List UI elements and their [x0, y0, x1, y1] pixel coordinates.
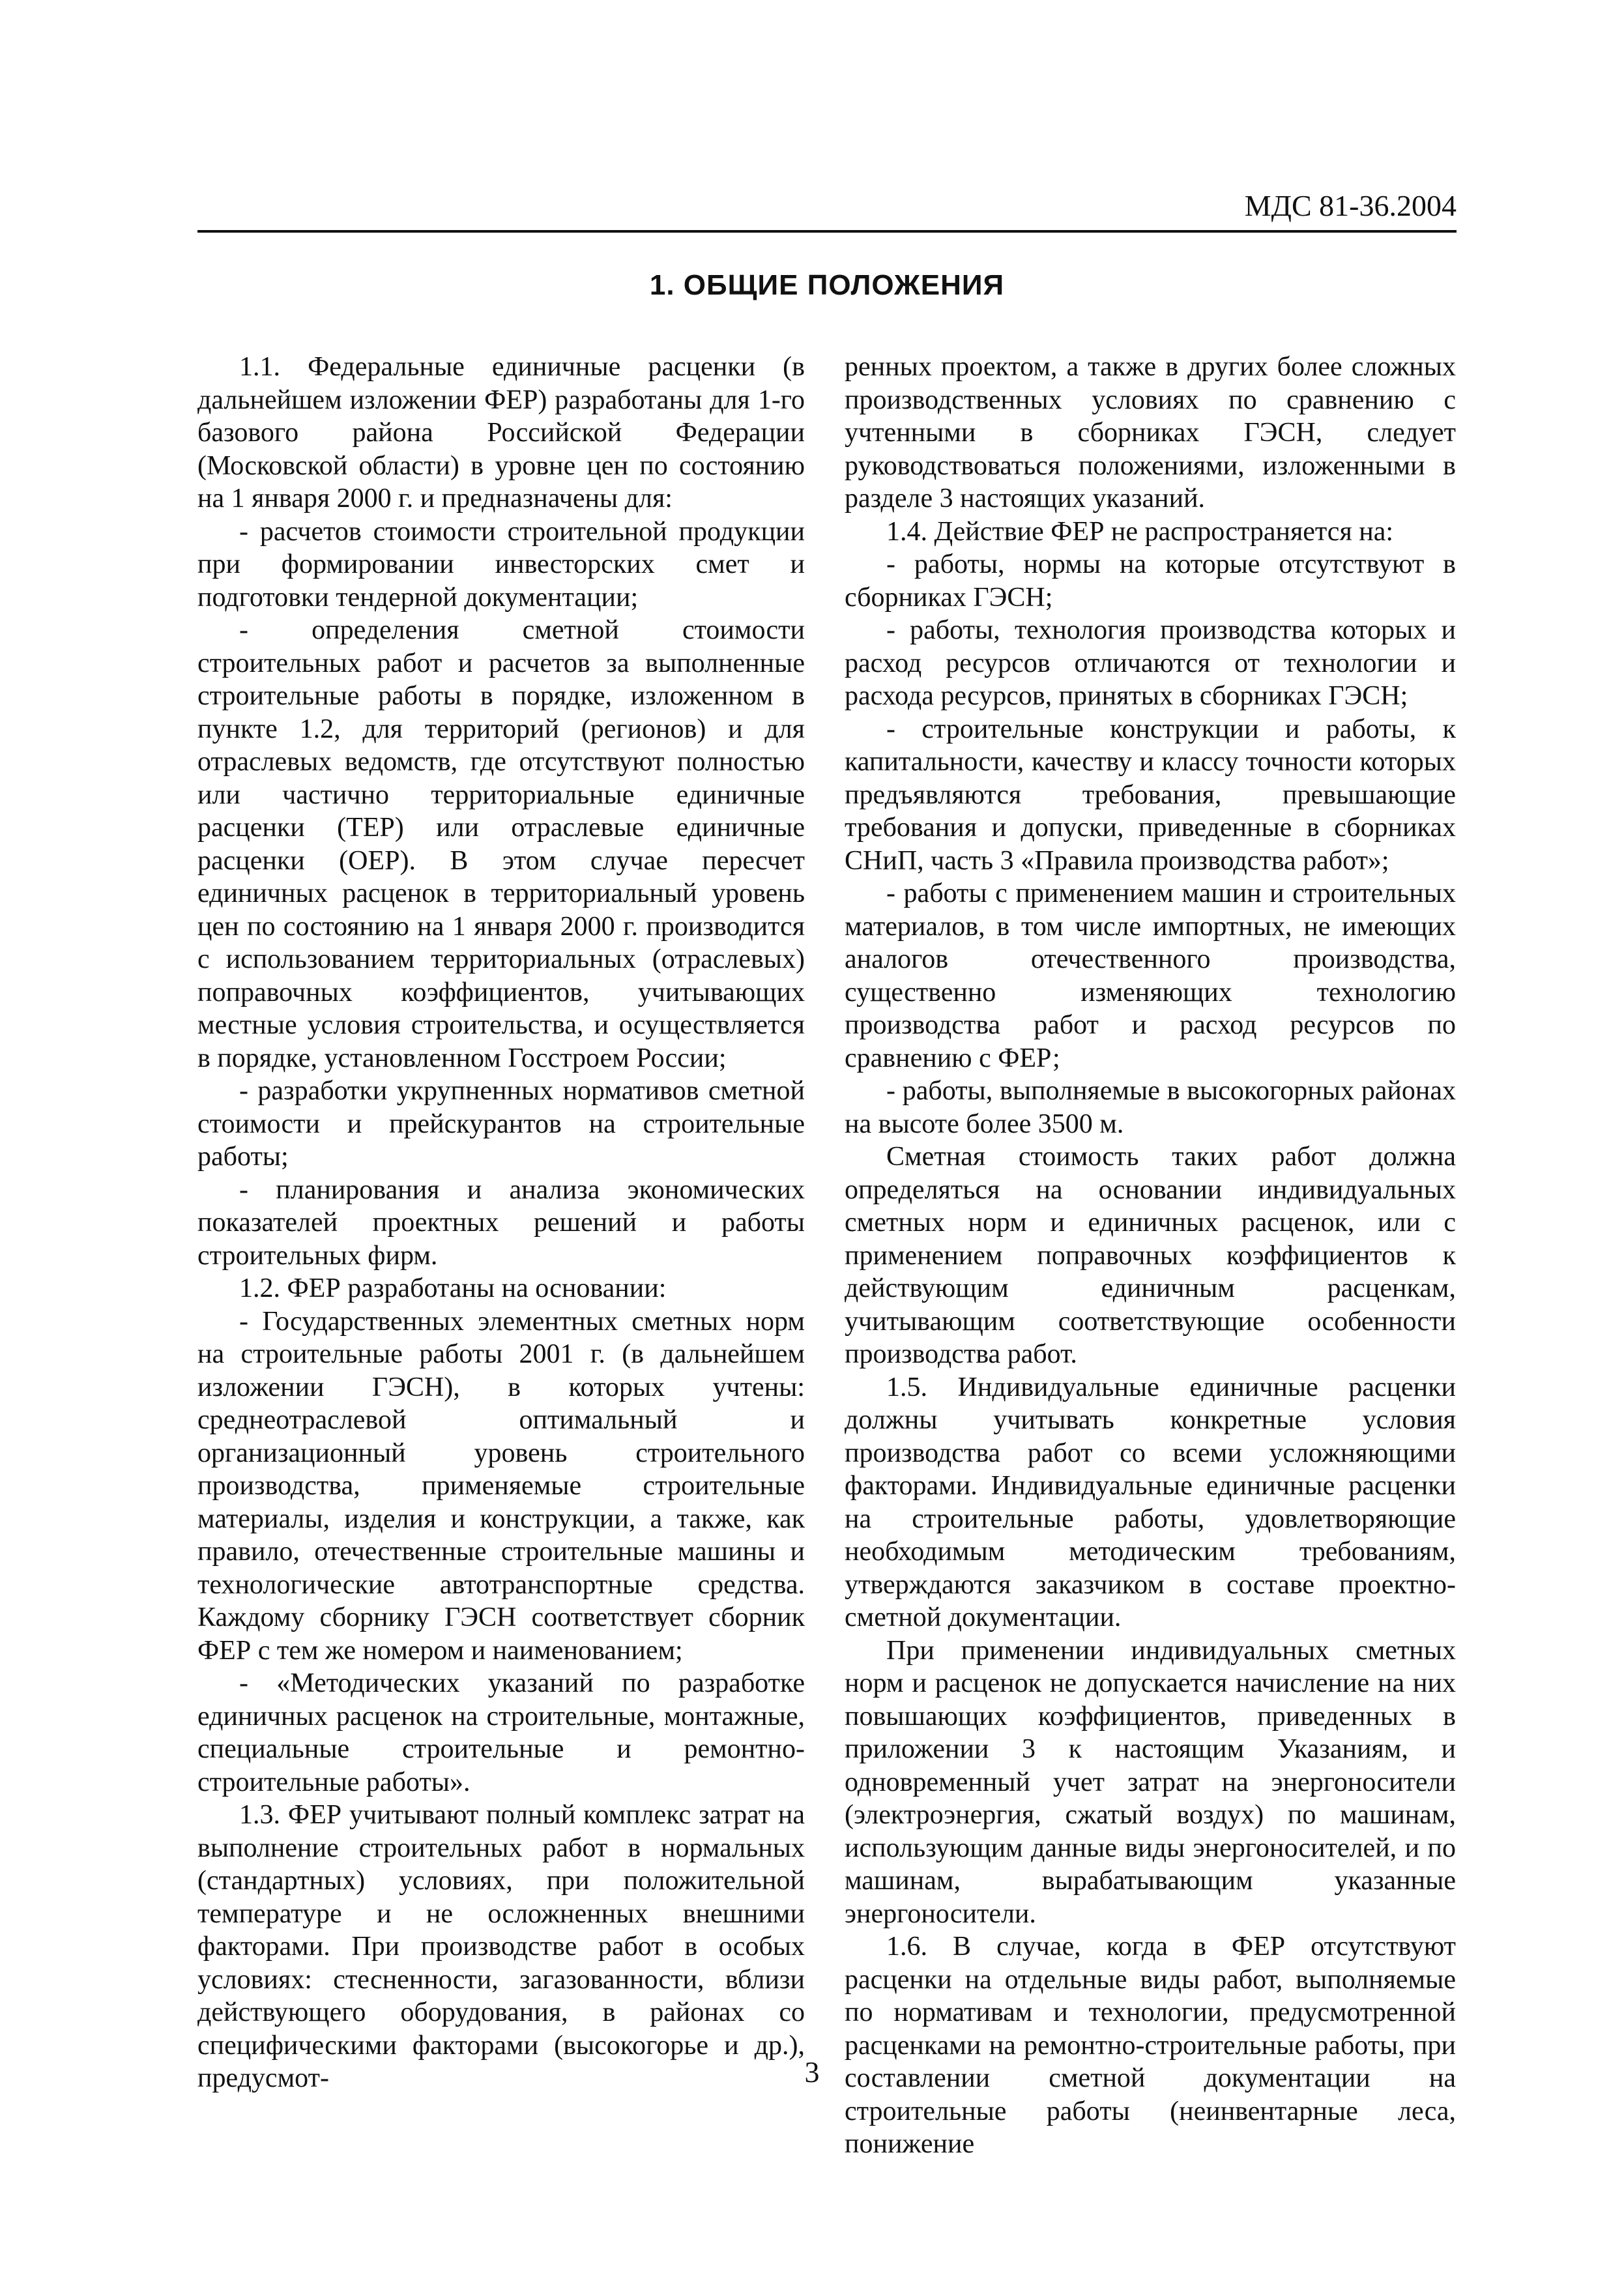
paragraph-1-3: 1.3. ФЕР учитывают полный комплекс затрат на выполнение строительных работ в нормальных (стандартных) условиях, при положительной температуре и не осложненных внешними факторами. При производстве работ в особых условиях: стесненности, загазованности, вблизи действующего оборудования, в районах со специфическими факторами (высокогорье и др.), предусмот- [197, 1800, 805, 2093]
document-code: МДС 81-36.2004 [1244, 189, 1457, 222]
paragraph-list-item: - работы, выполняемые в высокогорных районах на высоте более 3500 м. [845, 1076, 1456, 1139]
paragraph-1-4: 1.4. Действие ФЕР не распространяется на: [886, 516, 1394, 547]
paragraph-list-item: - планирования и анализа экономических показателей проектных решений и работы строительных фирм. [197, 1174, 805, 1271]
paragraph: Сметная стоимость таких работ должна определяться на основании индивидуальных сметных норм и единичных расценок, или с применением поправочных коэффициентов к действующим единичным расценкам, учитывающим соответствующие особенности производства работ. [845, 1142, 1456, 1369]
right-column [845, 351, 1456, 2161]
paragraph-list-item: - работы с применением машин и строительных материалов, в том числе импортных, не имеющих аналогов отечественного производства, существенно изменяющих технологию производства работ и расход ресурсов по сравнению с ФЕР; [845, 878, 1456, 1073]
section-title: 1. ОБЩИЕ ПОЛОЖЕНИЯ [649, 269, 1005, 301]
paragraph-1-5: 1.5. Индивидуальные единичные расценки должны учитывать конкретные условия производства работ со всеми усложняющими факторами. Индивидуальные единичные расценки на строительные работы, удовлетворяющие необходимым методическим требованиям, утверждаются заказчиком в составе проектно-сметной документации. [845, 1372, 1456, 1632]
paragraph-list-item: - разработки укрупненных нормативов сметной стоимости и прейскурантов на строительные работы; [197, 1076, 805, 1172]
paragraph-list-item: - расчетов стоимости строительной продукции при формировании инвесторских смет и подготовки тендерной документации; [197, 516, 805, 613]
paragraph-list-item: - работы, технология производства которых и расход ресурсов отличаются от технологии и расхода ресурсов, принятых в сборниках ГЭСН; [845, 615, 1456, 711]
paragraph-list-item: - строительные конструкции и работы, к капитальности, качеству и классу точности которых предъявляются требования, превышающие требования и допуски, приведенные в сборниках СНиП, часть 3 «Правила производства работ»; [845, 714, 1456, 876]
page-number: 3 [804, 2055, 820, 2089]
paragraph-continuation: ренных проектом, а также в других более сложных производственных условиях по сравнению с учтенными в сборниках ГЭСН, следует руководствоваться положениями, изложенными в разделе 3 настоящих указаний. [845, 352, 1456, 514]
paragraph-list-item: - «Методических указаний по разработке единичных расценок на строительные, монтажные, специальные строительные и ремонтно-строительные работы». [197, 1668, 805, 1797]
paragraph: При применении индивидуальных сметных норм и расценок не допускается начисление на них повышающих коэффициентов, приведенных в приложении 3 к настоящим Указаниям, и одновременный учет затрат на энергоносители (электроэнергия, сжатый воздух) по машинам, использующим данные виды энергоносителей, и по машинам, вырабатывающим указанные энергоносители. [845, 1635, 1456, 1929]
paragraph-list-item: - работы, нормы на которые отсутствуют в сборниках ГЭСН; [845, 549, 1456, 613]
paragraph-1-6: 1.6. В случае, когда в ФЕР отсутствуют расценки на отдельные виды работ, выполняемые по нормативам и технологии, предусмотренной расценками на ремонтно-строительные работы, при составлении сметной документации на строительные работы (неинвентарные леса, понижение [845, 1932, 1456, 2159]
paragraph-list-item: - определения сметной стоимости строительных работ и расчетов за выполненные строительные работы в порядке, изложенном в пункте 1.2, для территорий (регионов) и для отраслевых ведомств, где отсутствуют полностью или частично территориальные единичные расценки (ТЕР) или отраслевые единичные расценки (ОЕР). В этом случае пересчет единичных расценок в территориальный уровень цен по состоянию на 1 января 2000 г. производится с использованием территориальных (отраслевых) поправочных коэффициентов, учитывающих местные условия строительства, и осуществляется в порядке, установленном Госстроем России; [197, 615, 805, 1073]
left-column [197, 351, 805, 2095]
header-rule [197, 230, 1457, 233]
paragraph-1-2: 1.2. ФЕР разработаны на основании: [239, 1273, 667, 1303]
paragraph-list-item: - Государственных элементных сметных норм на строительные работы 2001 г. (в дальнейшем изложении ГЭСН), в которых учтены: среднеотраслевой оптимальный и организационный уровень строительного производства, применяемые строительные материалы, изделия и конструкции, а также, как правило, отечественные строительные машины и технологические автотранспортные средства. Каждому сборнику ГЭСН соответствует сборник ФЕР с тем же номером и наименованием; [197, 1306, 805, 1666]
paragraph-1-1: 1.1. Федеральные единичные расценки (в дальнейшем изложении ФЕР) разработаны для 1-го базового района Российской Федерации (Московской области) в уровне цен по состоянию на 1 января 2000 г. и предназначены для: [197, 352, 805, 514]
